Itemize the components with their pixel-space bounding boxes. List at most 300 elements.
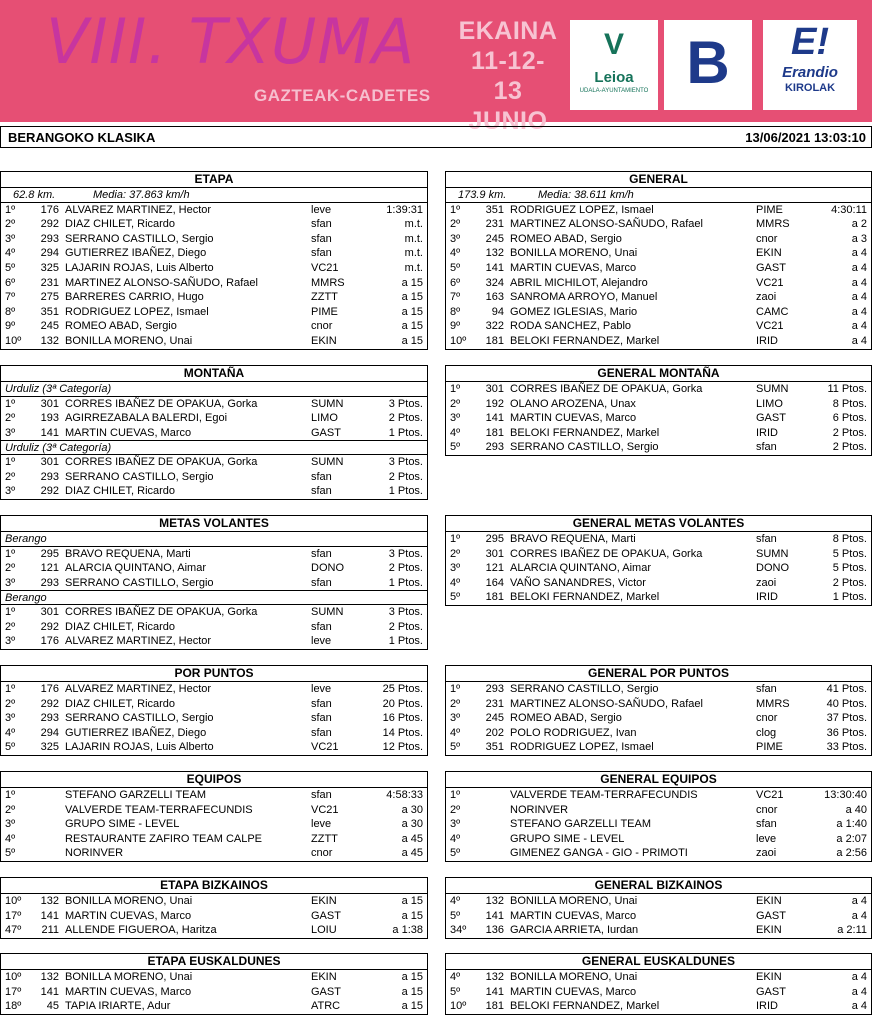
date-line: EKAINA [458, 17, 558, 45]
average-speed-label: Media: 38.611 km/h [538, 189, 634, 201]
result-cell: a 15 [401, 305, 423, 318]
rank-cell: 4º [450, 426, 461, 439]
table-row [446, 305, 871, 320]
result-cell: a 4 [851, 247, 867, 260]
table-row [1, 923, 427, 938]
result-cell: 3 Ptos. [388, 547, 423, 560]
event-subtitle: GAZTEAK-CADETES [254, 86, 431, 105]
erandio-logo-mark: E! [791, 21, 829, 63]
team-code-cell: GAST [311, 426, 341, 439]
section-title: METAS VOLANTES [1, 516, 427, 532]
section-general-euskaldunes [445, 953, 872, 1015]
dorsal-cell: 132 [485, 247, 504, 260]
result-cell: a 15 [401, 971, 423, 983]
section-etapa-euskaldunes [0, 953, 428, 1015]
dorsal-cell: 301 [40, 397, 59, 410]
rider-name-cell: SANROMA ARROYO, Manuel [510, 291, 658, 304]
dorsal-cell: 293 [40, 576, 59, 589]
rider-name-cell: ALVAREZ MARTINEZ, Hector [65, 203, 212, 216]
rider-name-cell: VALVERDE TEAM-TERRAFECUNDIS [65, 803, 253, 816]
average-speed-label: Media: 37.863 km/h [93, 189, 190, 201]
result-cell: a 2:07 [836, 832, 867, 845]
table-row [446, 319, 871, 334]
rider-name-cell: SERRANO CASTILLO, Sergio [65, 576, 214, 589]
team-code-cell: sfan [311, 232, 332, 245]
rider-name-cell: CORRES IBAÑEZ DE OPAKUA, Gorka [510, 383, 703, 395]
section-title: MONTAÑA [1, 366, 427, 382]
dorsal-cell: 94 [491, 305, 504, 318]
result-cell: 25 Ptos. [382, 683, 423, 695]
dorsal-cell: 176 [40, 203, 59, 216]
rider-name-cell: VALVERDE TEAM-TERRAFECUNDIS [510, 789, 698, 801]
rank-cell: 1º [5, 455, 16, 468]
rider-name-cell: BELOKI FERNANDEZ, Markel [510, 591, 660, 604]
rider-name-cell: GRUPO SIME - LEVEL [510, 832, 625, 845]
team-code-cell: sfan [756, 441, 777, 454]
table-row [446, 711, 871, 726]
result-cell: a 15 [401, 320, 423, 333]
rank-cell: 2º [5, 697, 16, 710]
result-cell: a 2:56 [836, 847, 867, 860]
result-cell: a 2 [851, 218, 867, 231]
table-row [1, 894, 427, 909]
section-title: GENERAL BIZKAINOS [446, 878, 871, 894]
result-cell: 1 Ptos. [388, 576, 423, 589]
result-cell: 1:39:31 [386, 203, 423, 216]
rank-cell: 3º [450, 232, 461, 245]
dorsal-cell: 176 [40, 635, 59, 648]
table-row [446, 203, 871, 218]
team-code-cell: sfan [311, 726, 332, 739]
rank-cell: 5º [450, 909, 461, 922]
event-dates [458, 16, 558, 136]
dorsal-cell: 245 [485, 712, 504, 725]
team-code-cell: leve [311, 818, 332, 831]
team-code-cell: EKIN [311, 334, 337, 347]
dorsal-cell: 141 [40, 985, 59, 998]
dorsal-cell: 132 [485, 895, 504, 907]
team-code-cell: EKIN [756, 895, 782, 907]
team-code-cell: GAST [756, 261, 786, 274]
leioa-logo-mark: V [603, 28, 624, 61]
dorsal-cell: 292 [40, 620, 59, 633]
dorsal-cell: 293 [485, 441, 504, 454]
table-row [1, 232, 427, 247]
result-cell: 4:30:11 [831, 203, 867, 216]
rider-name-cell: VAÑO SANANDRES, Victor [510, 576, 646, 589]
rider-name-cell: BELOKI FERNANDEZ, Markel [510, 426, 660, 439]
result-cell: a 30 [401, 818, 423, 831]
table-row [1, 697, 427, 712]
team-code-cell: MMRS [756, 697, 790, 710]
table-row [1, 682, 427, 697]
table-row [1, 970, 427, 985]
race-header [0, 126, 872, 148]
team-code-cell: cnor [311, 320, 333, 333]
team-code-cell: IRID [756, 334, 778, 347]
team-code-cell: EKIN [756, 247, 782, 260]
team-code-cell: cnor [311, 847, 333, 860]
section-title: GENERAL EUSKALDUNES [446, 954, 871, 970]
dorsal-cell: 351 [40, 305, 59, 318]
dorsal-cell: 293 [40, 712, 59, 725]
dorsal-cell: 181 [485, 1000, 504, 1013]
rider-name-cell: BONILLA MORENO, Unai [510, 895, 638, 907]
group-label [1, 590, 427, 605]
leioa-logo-sub: UDALA-AYUNTAMIENTO [579, 88, 649, 94]
rider-name-cell: RODRIGUEZ LOPEZ, Ismael [510, 203, 654, 216]
table-row [446, 909, 871, 924]
result-cell: 33 Ptos. [826, 741, 867, 754]
rider-name-cell: SERRANO CASTILLO, Sergio [510, 683, 659, 695]
dorsal-cell: 141 [485, 909, 504, 922]
result-cell: 14 Ptos. [382, 726, 423, 739]
result-cell: 12 Ptos. [382, 741, 423, 754]
team-code-cell: SUMN [311, 455, 344, 468]
table-row [446, 894, 871, 909]
section-etapa-bizkainos [0, 877, 428, 939]
section-general [445, 171, 872, 350]
rank-cell: 10º [450, 1000, 467, 1013]
rank-cell: 2º [5, 803, 16, 816]
team-code-cell: GAST [756, 909, 786, 922]
section-title: GENERAL MONTAÑA [446, 366, 871, 382]
table-row [446, 697, 871, 712]
section-general-bizkainos [445, 877, 872, 939]
group-label [1, 532, 427, 547]
team-code-cell: leve [311, 683, 332, 695]
rank-cell: 2º [450, 218, 461, 231]
rider-name-cell: GUTIERREZ IBAÑEZ, Diego [65, 726, 207, 739]
dorsal-cell: 292 [40, 218, 59, 231]
rank-cell: 4º [5, 832, 16, 845]
dorsal-cell: 132 [485, 971, 504, 983]
result-cell: 1 Ptos. [388, 426, 423, 439]
rank-cell: 1º [450, 789, 461, 801]
rank-cell: 3º [5, 576, 16, 589]
rider-name-cell: BONILLA MORENO, Unai [65, 971, 193, 983]
rank-cell: 5º [450, 591, 461, 604]
team-code-cell: IRID [756, 1000, 778, 1013]
team-code-cell: VC21 [311, 741, 339, 754]
team-code-cell: sfan [311, 712, 332, 725]
rider-name-cell: MARTIN CUEVAS, Marco [65, 909, 192, 922]
team-code-cell: cnor [756, 232, 778, 245]
dorsal-cell: 293 [40, 470, 59, 483]
rider-name-cell: CORRES IBAÑEZ DE OPAKUA, Gorka [65, 397, 258, 410]
result-cell: a 15 [401, 895, 423, 907]
rider-name-cell: MARTIN CUEVAS, Marco [510, 412, 637, 425]
table-row [1, 803, 427, 818]
rank-cell: 4º [5, 726, 16, 739]
erandio-logo-sub: KIROLAK [784, 82, 836, 94]
rider-name-cell: BONILLA MORENO, Unai [65, 334, 193, 347]
rider-name-cell: GRUPO SIME - LEVEL [65, 818, 180, 831]
result-cell: 37 Ptos. [826, 712, 867, 725]
rank-cell: 5º [450, 741, 461, 754]
team-code-cell: sfan [311, 247, 332, 260]
team-code-cell: LIMO [311, 412, 338, 425]
rider-name-cell: BELOKI FERNANDEZ, Markel [510, 334, 660, 347]
team-code-cell: IRID [756, 426, 778, 439]
table-row [1, 547, 427, 562]
group-label-text: Urduliz (3ª Categoría) [5, 442, 112, 455]
rider-name-cell: ALARCIA QUINTANO, Aimar [65, 562, 206, 575]
dorsal-cell: 231 [40, 276, 59, 289]
rank-cell: 4º [450, 726, 461, 739]
dorsal-cell: 294 [40, 247, 59, 260]
result-cell: a 30 [401, 803, 423, 816]
rank-cell: 4º [5, 247, 16, 260]
team-code-cell: zaoi [756, 291, 777, 304]
table-row [1, 576, 427, 591]
rider-name-cell: MARTINEZ ALONSO-SAÑUDO, Rafael [65, 276, 258, 289]
table-row [446, 276, 871, 291]
dorsal-cell: 301 [485, 383, 504, 395]
table-row [1, 470, 427, 485]
section-title: POR PUNTOS [1, 666, 427, 682]
rank-cell: 1º [450, 683, 461, 695]
dorsal-cell: 322 [485, 320, 504, 333]
rider-name-cell: RESTAURANTE ZAFIRO TEAM CALPE [65, 832, 263, 845]
rank-cell: 5º [5, 261, 16, 274]
table-row [1, 711, 427, 726]
table-row [1, 985, 427, 1000]
team-code-cell: MMRS [311, 276, 345, 289]
table-row [1, 217, 427, 232]
section-general-equipos [445, 771, 872, 862]
section-info [1, 188, 427, 203]
dorsal-cell: 231 [485, 218, 504, 231]
rider-name-cell: STEFANO GARZELLI TEAM [65, 789, 206, 801]
dorsal-cell: 325 [40, 261, 59, 274]
group-label [1, 382, 427, 397]
team-code-cell: PIME [311, 305, 338, 318]
result-cell: 8 Ptos. [832, 533, 867, 545]
table-row [1, 305, 427, 320]
result-cell: 41 Ptos. [826, 683, 867, 695]
rank-cell: 6º [450, 276, 461, 289]
team-code-cell: cnor [756, 803, 778, 816]
rider-name-cell: MARTIN CUEVAS, Marco [65, 426, 192, 439]
rider-name-cell: OLANO AROZENA, Unax [510, 397, 636, 410]
table-row [1, 999, 427, 1014]
team-code-cell: VC21 [756, 320, 784, 333]
rank-cell: 7º [5, 291, 16, 304]
rider-name-cell: CORRES IBAÑEZ DE OPAKUA, Gorka [510, 547, 703, 560]
table-row [1, 605, 427, 620]
result-cell: 3 Ptos. [388, 605, 423, 618]
result-cell: a 4 [851, 971, 867, 983]
dorsal-cell: 176 [40, 683, 59, 695]
rank-cell: 1º [5, 683, 16, 695]
result-cell: a 40 [845, 803, 867, 816]
rank-cell: 2º [450, 397, 461, 410]
rank-cell: 34º [450, 924, 467, 937]
rider-name-cell: DIAZ CHILET, Ricardo [65, 697, 176, 710]
dorsal-cell: 181 [485, 334, 504, 347]
team-code-cell: ZZTT [311, 291, 338, 304]
team-code-cell: SUMN [756, 383, 789, 395]
result-cell: 1 Ptos. [388, 635, 423, 648]
section-metas-volantes [0, 515, 428, 650]
rank-cell: 17º [5, 985, 22, 998]
rank-cell: 2º [450, 547, 461, 560]
rank-cell: 5º [5, 741, 16, 754]
dorsal-cell: 294 [40, 726, 59, 739]
team-code-cell: MMRS [756, 218, 790, 231]
team-code-cell: clog [756, 726, 777, 739]
rank-cell: 5º [450, 847, 461, 860]
team-code-cell: zaoi [756, 847, 777, 860]
table-row [446, 590, 871, 605]
rank-cell: 5º [5, 847, 16, 860]
rider-name-cell: BRAVO REQUENA, Marti [65, 547, 191, 560]
team-code-cell: GAST [756, 985, 786, 998]
dorsal-cell: 132 [40, 895, 59, 907]
table-row [1, 561, 427, 576]
result-cell: m.t. [404, 218, 423, 231]
rank-cell: 8º [450, 305, 461, 318]
result-cell: 36 Ptos. [826, 726, 867, 739]
rider-name-cell: POLO RODRIGUEZ, Ivan [510, 726, 637, 739]
result-cell: m.t. [404, 232, 423, 245]
team-code-cell: VC21 [756, 789, 784, 801]
rank-cell: 7º [450, 291, 461, 304]
table-row [1, 740, 427, 755]
table-row [446, 411, 871, 426]
table-row [446, 576, 871, 591]
dorsal-cell: 351 [485, 203, 504, 216]
table-row [1, 832, 427, 847]
rank-cell: 2º [5, 218, 16, 231]
rider-name-cell: ROMEO ABAD, Sergio [65, 320, 177, 333]
team-code-cell: DONO [756, 562, 789, 575]
rank-cell: 4º [450, 895, 461, 907]
section-title: ETAPA BIZKAINOS [1, 878, 427, 894]
dorsal-cell: 292 [40, 697, 59, 710]
table-row [1, 276, 427, 291]
table-row [1, 261, 427, 276]
dorsal-cell: 164 [485, 576, 504, 589]
team-code-cell: cnor [756, 712, 778, 725]
section-title: ETAPA [1, 172, 427, 188]
table-row [1, 788, 427, 803]
rank-cell: 47º [5, 924, 22, 937]
rider-name-cell: TAPIA IRIARTE, Adur [65, 1000, 171, 1013]
rank-cell: 1º [450, 383, 461, 395]
team-code-cell: VC21 [756, 276, 784, 289]
rider-name-cell: ALARCIA QUINTANO, Aimar [510, 562, 651, 575]
dorsal-cell: 121 [485, 562, 504, 575]
leioa-logo-name: Leioa [594, 69, 634, 86]
section-title: ETAPA EUSKALDUNES [1, 954, 427, 970]
result-cell: 2 Ptos. [388, 470, 423, 483]
rank-cell: 3º [5, 818, 16, 831]
result-cell: 3 Ptos. [388, 455, 423, 468]
table-row [446, 788, 871, 803]
table-row [1, 620, 427, 635]
dorsal-cell: 325 [40, 741, 59, 754]
team-code-cell: SUMN [756, 547, 789, 560]
section-por-puntos [0, 665, 428, 756]
race-name: BERANGOKO KLASIKA [8, 130, 156, 145]
rank-cell: 2º [5, 562, 16, 575]
rank-cell: 2º [450, 803, 461, 816]
rider-name-cell: RODRIGUEZ LOPEZ, Ismael [65, 305, 209, 318]
team-code-cell: leve [756, 832, 777, 845]
rider-name-cell: LAJARIN ROJAS, Luis Alberto [65, 261, 214, 274]
rank-cell: 3º [5, 712, 16, 725]
table-row [446, 970, 871, 985]
table-row [446, 290, 871, 305]
result-cell: a 15 [401, 909, 423, 922]
rider-name-cell: DIAZ CHILET, Ricardo [65, 620, 176, 633]
rank-cell: 3º [450, 712, 461, 725]
result-cell: a 4 [851, 291, 867, 304]
table-row [1, 203, 427, 218]
team-code-cell: sfan [756, 818, 777, 831]
result-cell: 2 Ptos. [832, 426, 867, 439]
rider-name-cell: GUTIERREZ IBAÑEZ, Diego [65, 247, 207, 260]
dorsal-cell: 163 [485, 291, 504, 304]
section-general-por-puntos [445, 665, 872, 756]
event-title: VIII. TXUMA [46, 5, 416, 78]
rank-cell: 3º [5, 485, 16, 498]
dorsal-cell: 301 [485, 547, 504, 560]
rider-name-cell: BRAVO REQUENA, Marti [510, 533, 636, 545]
result-cell: a 15 [401, 985, 423, 998]
rank-cell: 10º [5, 971, 22, 983]
result-cell: a 45 [401, 832, 423, 845]
team-code-cell: sfan [311, 620, 332, 633]
dorsal-cell: 295 [40, 547, 59, 560]
rank-cell: 6º [5, 276, 16, 289]
team-code-cell: GAST [311, 985, 341, 998]
result-cell: a 2:11 [837, 924, 867, 937]
dorsal-cell: 45 [46, 1000, 59, 1013]
team-code-cell: VC21 [311, 803, 339, 816]
rider-name-cell: MARTIN CUEVAS, Marco [510, 985, 637, 998]
rank-cell: 3º [450, 562, 461, 575]
table-row [1, 319, 427, 334]
rider-name-cell: BONILLA MORENO, Unai [510, 247, 638, 260]
result-cell: a 3 [851, 232, 867, 245]
rider-name-cell: BARRERES CARRIO, Hugo [65, 291, 204, 304]
team-code-cell: SUMN [311, 397, 344, 410]
rank-cell: 2º [5, 412, 16, 425]
result-cell: 2 Ptos. [832, 441, 867, 454]
dorsal-cell: 295 [485, 533, 504, 545]
team-code-cell: sfan [311, 697, 332, 710]
result-cell: a 4 [851, 895, 867, 907]
rider-name-cell: GOMEZ IGLESIAS, Mario [510, 305, 638, 318]
team-code-cell: sfan [311, 218, 332, 231]
team-code-cell: sfan [311, 485, 332, 498]
rank-cell: 3º [5, 232, 16, 245]
result-cell: a 15 [401, 276, 423, 289]
table-row [446, 246, 871, 261]
result-cell: a 15 [401, 291, 423, 304]
rank-cell: 17º [5, 909, 22, 922]
dorsal-cell: 141 [485, 261, 504, 274]
rider-name-cell: NORINVER [510, 803, 569, 816]
dorsal-cell: 231 [485, 697, 504, 710]
rank-cell: 3º [450, 412, 461, 425]
table-row [446, 217, 871, 232]
result-cell: m.t. [404, 247, 423, 260]
table-row [1, 397, 427, 412]
